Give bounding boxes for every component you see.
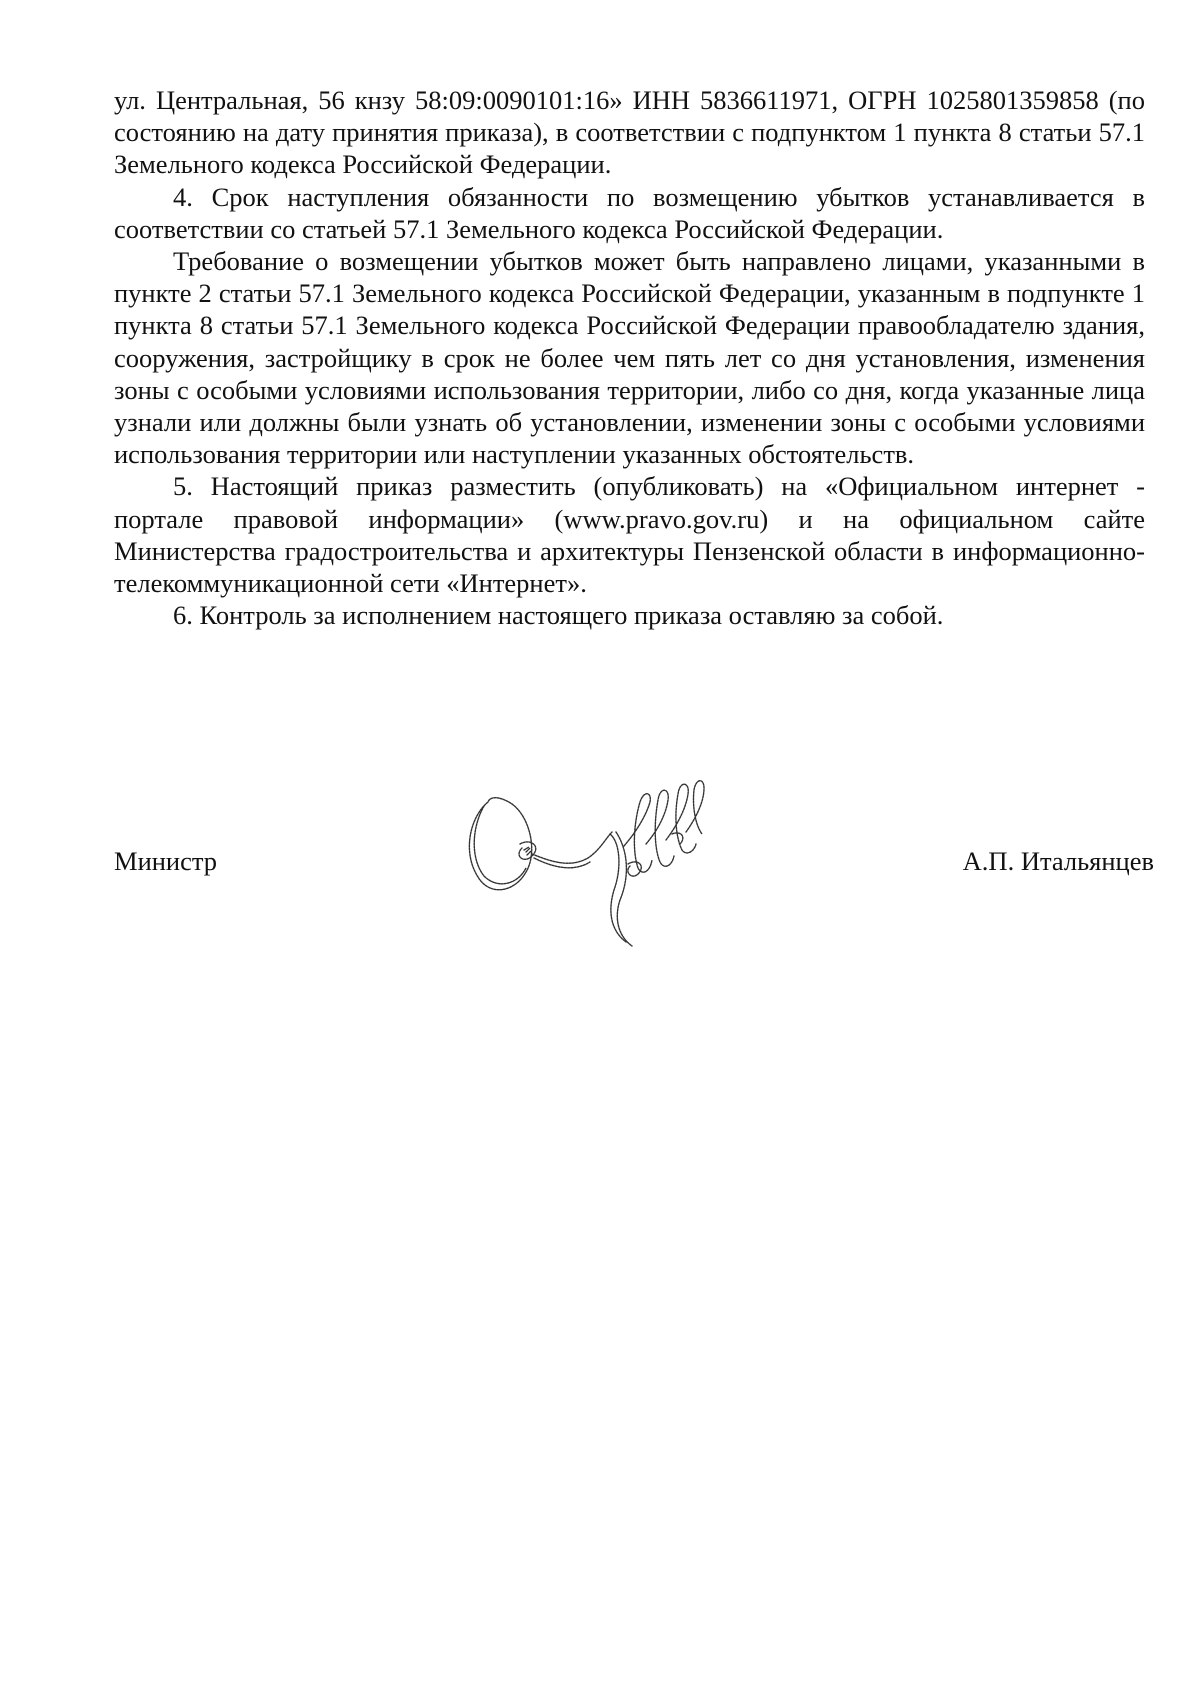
paragraph-damages-claim: Требование о возмещении убытков может быть направлено лицами, указанными в пункте 2 статьи 57.1 Земельного кодекса Российской Федерации, указанным в подпункте 1 пункта 8 статьи 57.1 Земельного кодекса Российской Федерации правообладателю здания, сооружения, застройщику в срок не более чем пять лет со дня установления, изменения зоны с особыми условиями использования территории, либо со дня, когда указанные лица узнали или должны были узнать об установлении, изменении зоны с особыми условиями использования территории или наступлении указанных обстоятельств. [114, 246, 1145, 470]
paragraph-item-5: 5. Настоящий приказ разместить (опубликовать) на «Официальном интернет - портале правовой информации» (www.pravo.gov.ru) и на официальном сайте Министерства градостроительства и архитектуры Пензенской области в информационно-телекоммуникационной сети «Интернет». [114, 471, 1145, 599]
paragraph-item-6: 6. Контроль за исполнением настоящего приказа оставляю за собой. [173, 600, 944, 631]
signatory-name: А.П. Итальянцев [962, 846, 1154, 876]
document-body [114, 84, 1145, 631]
paragraph-address-continuation: ул. Центральная, 56 кнзу 58:09:0090101:16» ИНН 5836611971, ОГРН 1025801359858 (по состоянию на дату принятия приказа), в соответствии с подпунктом 1 пункта 8 статьи 57.1 Земельного кодекса Российской Федерации. [114, 85, 1145, 180]
paragraph-item-4: 4. Срок наступления обязанности по возмещению убытков устанавливается в соответствии со статьей 57.1 Земельного кодекса Российской Федерации. [114, 181, 1145, 244]
signatory-title: Министр [114, 846, 218, 876]
handwritten-signature [460, 772, 730, 964]
